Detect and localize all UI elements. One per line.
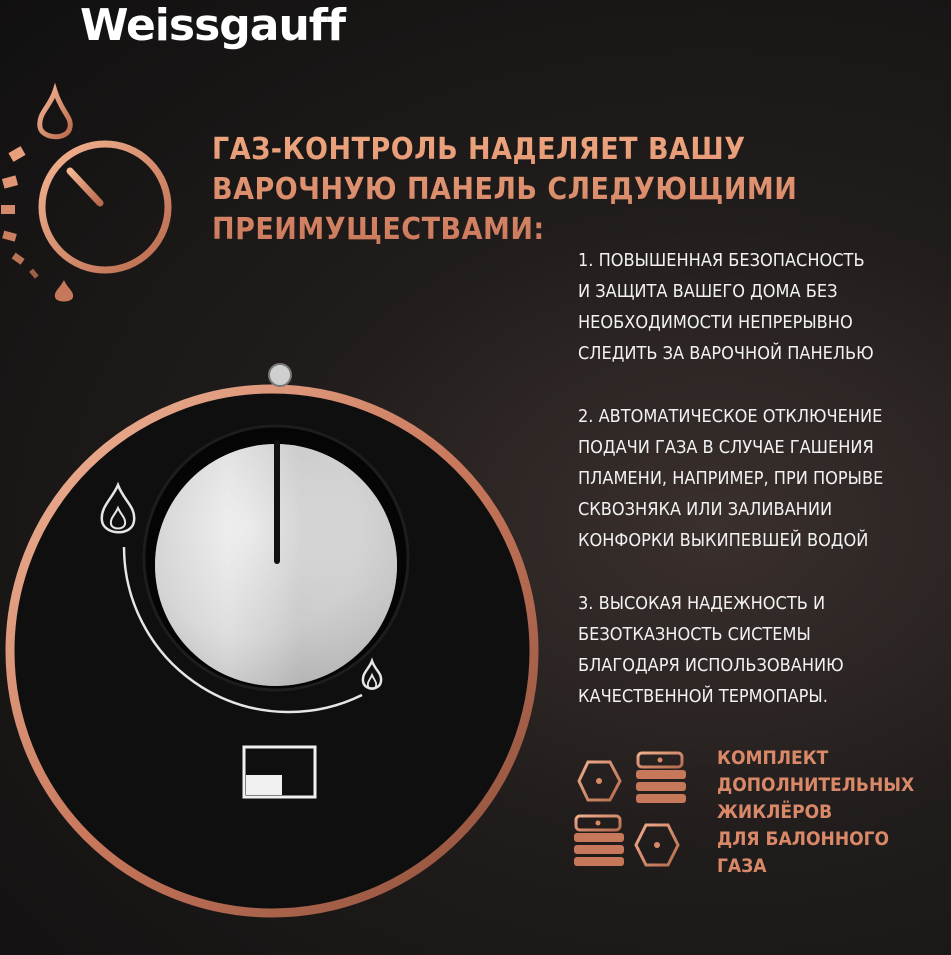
benefit-line: 2. АВТОМАТИЧЕСКОЕ ОТКЛЮЧЕНИЕ [578,406,883,427]
benefit-line: И ЗАЩИТА ВАШЕГО ДОМА БЕЗ [578,281,838,302]
control-knob [0,315,600,955]
benefit-item [578,588,938,712]
benefit-line: СКВОЗНЯКА ИЛИ ЗАЛИВАНИИ [578,499,833,520]
benefit-line: КОНФОРКИ ВЫКИПЕВШЕЙ ВОДОЙ [578,530,869,551]
brand-logo: Weissgauff [80,0,346,51]
kit-label-line: ГАЗА [717,855,767,877]
kit-label-line: ДЛЯ БАЛОННОГО [717,828,890,850]
benefit-line: СЛЕДИТЬ ЗА ВАРОЧНОЙ ПАНЕЛЬЮ [578,343,874,364]
headline-line: ПРЕИМУЩЕСТВАМИ: [212,212,545,247]
benefit-line: 3. ВЫСОКАЯ НАДЕЖНОСТЬ И [578,593,826,614]
headline [212,130,852,250]
benefit-line: НЕОБХОДИМОСТИ НЕПРЕРЫВНО [578,312,853,333]
kit-label-line: ДОПОЛНИТЕЛЬНЫХ [717,774,915,796]
benefit-line: БЕЗОТКАЗНОСТЬ СИСТЕМЫ [578,624,811,645]
benefit-line: 1. ПОВЫШЕННАЯ БЕЗОПАСНОСТЬ [578,250,865,271]
kit-label-line: КОМПЛЕКТ [717,747,829,769]
jet-nozzle-icons [570,748,700,878]
benefit-line: ПОДАЧИ ГАЗА В СЛУЧАЕ ГАШЕНИЯ [578,437,874,458]
headline-line: ВАРОЧНУЮ ПАНЕЛЬ СЛЕДУЮЩИМИ [212,172,798,207]
gas-control-timer-icon [0,85,190,315]
kit-label [717,745,947,880]
benefit-line: КАЧЕСТВЕННОЙ ТЕРМОПАРЫ. [578,686,828,707]
kit-label-line: ЖИКЛЁРОВ [717,801,833,823]
benefit-item [578,401,938,556]
benefits-list [578,245,938,744]
benefit-line: ПЛАМЕНИ, НАПРИМЕР, ПРИ ПОРЫВЕ [578,468,884,489]
headline-line: ГАЗ-КОНТРОЛЬ НАДЕЛЯЕТ ВАШУ [212,132,746,167]
benefit-item [578,245,938,369]
benefit-line: БЛАГОДАРЯ ИСПОЛЬЗОВАНИЮ [578,655,844,676]
